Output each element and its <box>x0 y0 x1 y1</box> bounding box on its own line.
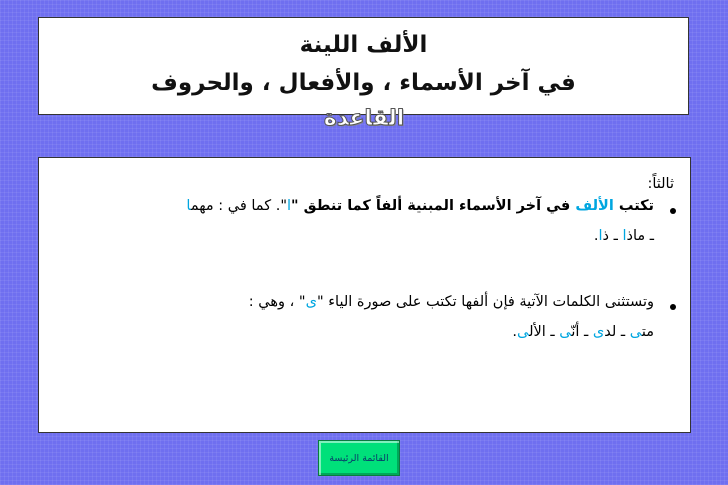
text-segment: " <box>291 198 299 214</box>
item-1-line-2 <box>594 228 654 244</box>
accent-text: ا <box>186 198 191 214</box>
accent-text: ا <box>286 198 292 214</box>
text-segment: مت <box>641 324 654 340</box>
accent-text: ى <box>629 324 642 340</box>
item-1-line-1 <box>186 198 654 214</box>
accent-text: ى <box>305 294 317 310</box>
text-segment: في آخر الأسماء المبنية ألفاً كما تنطق <box>298 198 576 214</box>
accent-text: الألف <box>575 198 614 214</box>
accent-text: ى <box>516 324 530 340</box>
title-line-1: الألف اللينة <box>299 32 428 58</box>
text-segment: ـ الأل <box>529 324 560 340</box>
text-segment: . <box>593 228 599 244</box>
bullet-icon <box>670 304 676 310</box>
text-segment: وتستثنى الكلمات الآتية فإن ألفها تكتب على صورة الياء " <box>316 294 654 310</box>
text-segment: ـ لد <box>604 324 630 340</box>
title-line-2: في آخر الأسماء ، والأفعال ، والحروف <box>151 70 576 96</box>
text-segment: . <box>512 324 517 340</box>
item-2-line-1 <box>249 294 654 310</box>
text-segment: ـ أنّ <box>571 324 593 340</box>
text-segment: " ، وهي : <box>248 294 306 310</box>
text-segment: ـ ذ <box>602 228 623 244</box>
title-line-3: القاعدة <box>323 106 405 131</box>
title-box <box>38 17 689 115</box>
section-heading: ثالثاً: <box>647 176 674 192</box>
text-segment: تكتب <box>613 198 654 214</box>
accent-text: ى <box>559 324 572 340</box>
accent-text: ا <box>598 228 603 244</box>
bullet-icon <box>670 208 676 214</box>
main-menu-button-label: القائمة الرئيسة <box>329 452 389 464</box>
text-segment: ". كما في : مهم <box>190 198 287 214</box>
content-box <box>38 157 691 433</box>
list-item-2 <box>49 294 676 356</box>
main-menu-button[interactable] <box>318 440 400 476</box>
item-2-line-2 <box>512 324 654 340</box>
text-segment: ـ ماذ <box>626 228 654 244</box>
accent-text: ى <box>592 324 605 340</box>
accent-text: ا <box>622 228 627 244</box>
list-item-1 <box>49 198 676 260</box>
